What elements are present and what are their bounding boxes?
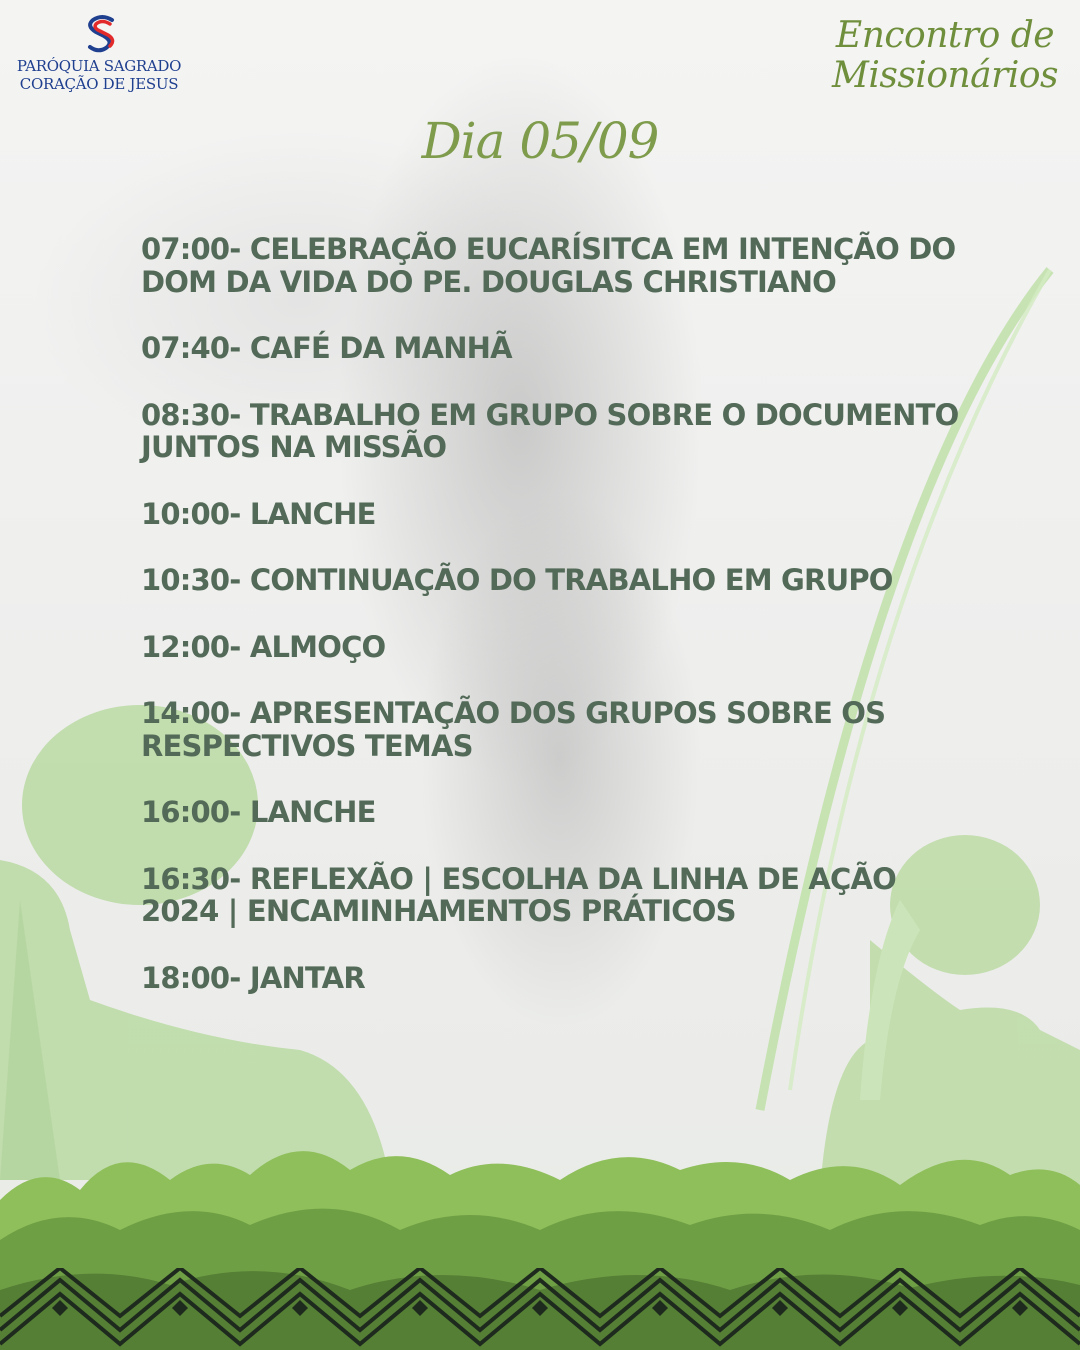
day-title: Dia 05/09 (421, 112, 659, 170)
zigzag-tribal-pattern (0, 1268, 1080, 1350)
schedule-item: 12:00- ALMOÇO (141, 629, 386, 664)
schedule-item: 18:00- JANTAR (141, 960, 365, 995)
event-title (830, 16, 1060, 96)
logo-text-line2: CORAÇÃO DE JESUS (19, 75, 179, 93)
schedule-item: 14:00- APRESENTAÇÃO DOS GRUPOS SOBRE OS RESPECTIVOS TEMAS (141, 696, 886, 763)
schedule-item: 10:00- LANCHE (141, 496, 376, 531)
schedule-item: 07:00- CELEBRAÇÃO EUCARÍSITCA EM INTENÇÃO DO DOM DA VIDA DO PE. DOUGLAS CHRISTIANO (141, 232, 956, 299)
schedule-item: 07:40- CAFÉ DA MANHÃ (141, 331, 512, 365)
event-title-line1: Encontro de (835, 15, 1055, 56)
schedule-item: 16:00- LANCHE (141, 795, 376, 829)
event-title-line2: Missionários (831, 55, 1059, 96)
logo-text-line1: PARÓQUIA SAGRADO (16, 57, 182, 75)
schedule-item: 16:30- REFLEXÃO | ESCOLHA DA LINHA DE AÇÃO 2024 | ENCAMINHAMENTOS PRÁTICOS (141, 861, 897, 928)
sacred-heart-s-icon (84, 14, 120, 54)
parish-logo (14, 14, 184, 96)
schedule-item: 10:30- CONTINUAÇÃO DO TRABALHO EM GRUPO (141, 563, 893, 597)
schedule-list (141, 233, 961, 1028)
schedule-item: 08:30- TRABALHO EM GRUPO SOBRE O DOCUMENTO JUNTOS NA MISSÃO (141, 397, 959, 464)
